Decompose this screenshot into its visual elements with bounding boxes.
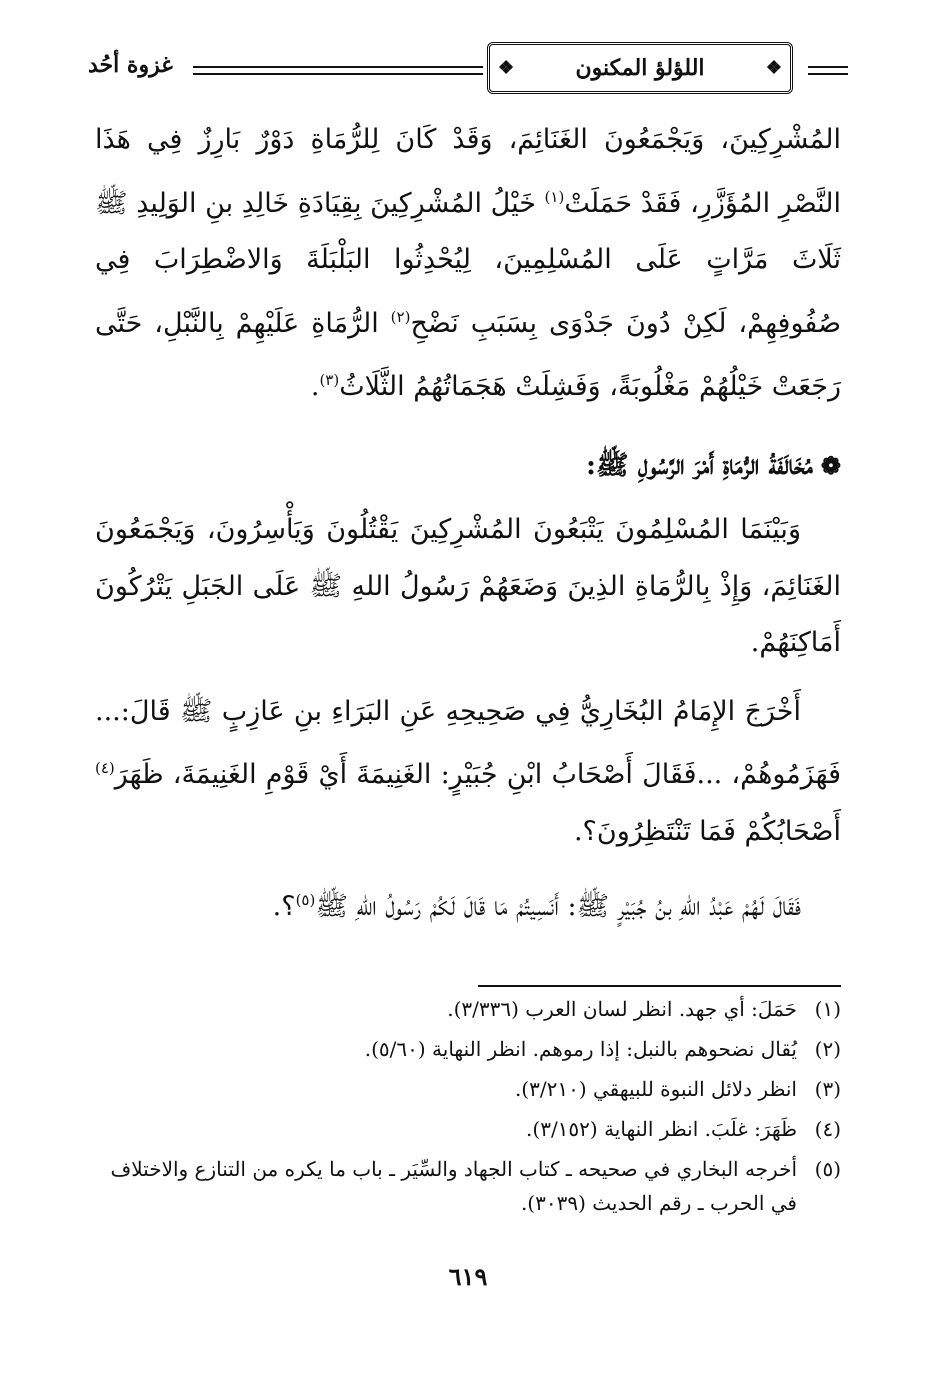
- paragraph-1: [95, 112, 841, 416]
- footnote-number: (٤): [814, 1117, 841, 1141]
- footnote-ref[interactable]: (٢): [390, 307, 411, 326]
- footnote-ref[interactable]: (٥): [295, 891, 316, 909]
- footnote-text: ظَهَرَ: غلَبَ. انظر النهاية (٣/١٥٢).: [526, 1117, 797, 1141]
- main-text: [95, 112, 841, 936]
- text-run: فَقَالَ لَهُمْ عَبْدُ اللهِ بنُ جُبَيْرٍ ﷺ: أَنَسِيتُمْ مَا قَالَ لَكُمْ رَسُولُ اللهِ ﷺ: [315, 891, 801, 922]
- text-run: أَخْرَجَ الإِمَامُ البُخَارِيُّ فِي صَحِيحِهِ عَنِ البَرَاءِ بنِ عَازِبٍ ﷺ قَالَ:... فَهَزَمُوهُمْ، ...فَقَالَ أَصْحَابُ ابْنِ جُبَيْرٍ: الغَنِيمَةَ أَيْ قَوْمِ الغَنِيمَةَ، ظَهَرَ: [95, 695, 841, 790]
- paragraph-2: وَبَيْنَمَا المُسْلِمُونَ يَتْبَعُونَ المُشْرِكِينَ يَقْتُلُونَ وَيَأْسِرُونَ، وَيَجْمَعُونَ الغَنَائِمَ، وَإِذْ بِالرُّمَاةِ الذِينَ وَضَعَهُمْ رَسُولُ اللهِ ﷺ عَلَى الجَبَلِ يَتْرُكُونَ أَمَاكِنَهُمْ.: [95, 514, 841, 658]
- ornament-icon: ❖: [498, 57, 515, 79]
- header-rule-left: [193, 66, 483, 75]
- footnote: [95, 992, 841, 1026]
- footnote-number: (٣): [814, 1077, 841, 1101]
- footnotes: [95, 992, 841, 1226]
- page-number: ٦١٩: [448, 1262, 488, 1291]
- footnote: [95, 1152, 841, 1220]
- footnote-number: (١): [814, 997, 841, 1021]
- flower-icon: ❁: [820, 450, 841, 480]
- book-title-cartouche: [487, 42, 793, 94]
- text-run: خَيْلُ المُشْرِكِينَ بِقِيَادَةِ خَالِدِ بنِ الوَلِيدِ ﷺ ثَلَاثَ مَرَّاتٍ عَلَى المُسْلِمِينَ، لِيُحْدِثُوا البَلْبَلَةَ وَالاضْطِرَابَ فِي صُفُوفِهِمْ، لَكِنْ دُونَ جَدْوَى بِسَبَبِ نَضْحِ: [95, 187, 841, 339]
- footnote: [95, 1072, 841, 1106]
- heading-text: مُخَالَفَةُ الرُّمَاةِ أَمْرَ الرَّسُولِ ﷺ:: [586, 449, 813, 481]
- footnote-text: أخرجه البخاري في صحيحه ـ كتاب الجهاد والسِّيَر ـ باب ما يكره من التنازع والاختلاف في الحرب ـ رقم الحديث (٣٠٣٩).: [110, 1157, 797, 1215]
- footnote-separator: [478, 985, 841, 987]
- header-rule-right: [808, 66, 848, 75]
- footnote-text: انظر دلائل النبوة للبيهقي (٣/٢١٠).: [514, 1077, 797, 1101]
- running-header: [88, 38, 848, 98]
- section-heading: [95, 438, 841, 495]
- footnote: [95, 1032, 841, 1066]
- spacer: [95, 860, 841, 872]
- text-run: الرُّمَاةِ عَلَيْهِمْ بِالنَّبْلِ، حَتَّى رَجَعَتْ خَيْلُهُمْ مَغْلُوبَةً، وَفَشِلَتْ هَجَمَاتُهُمُ الثَّلَاثُ: [95, 307, 841, 402]
- text-run: المُشْرِكِينَ، وَيَجْمَعُونَ الغَنَائِمَ، وَقَدْ كَانَ لِلرُّمَاةِ دَوْرٌ بَارِزٌ فِي هَذَا النَّصْرِ المُؤَزَّرِ، فَقَدْ حَمَلَتْ: [95, 124, 841, 219]
- text-run: ؟.: [272, 891, 296, 922]
- paragraph-3: [95, 684, 841, 861]
- chapter-title: غزوة أحُد: [88, 52, 173, 78]
- text-run: .: [310, 371, 320, 402]
- footnote-ref[interactable]: (٤): [95, 759, 115, 777]
- footnote-number: (٢): [814, 1037, 841, 1061]
- text-run: أَصْحَابُكُمْ فَمَا تَنْتَظِرُونَ؟.: [573, 815, 841, 847]
- footnote: [95, 1112, 841, 1146]
- ornament-icon: ❖: [765, 57, 782, 79]
- book-title: اللؤلؤ المكنون: [575, 55, 705, 81]
- footnote-text: حَمَلَ: أي جهد. انظر لسان العرب (٣/٣٣٦).: [447, 997, 797, 1021]
- paragraph-4: [95, 872, 841, 936]
- footnote-ref[interactable]: (١): [544, 187, 565, 206]
- footnote-text: يُقال نضحوهم بالنبل: إذا رموهم. انظر النهاية (٥/٦٠).: [364, 1037, 797, 1061]
- footnote-number: (٥): [814, 1157, 841, 1181]
- spacer: [95, 672, 841, 684]
- footnote-ref[interactable]: (٣): [319, 371, 340, 389]
- spacer: [95, 416, 841, 428]
